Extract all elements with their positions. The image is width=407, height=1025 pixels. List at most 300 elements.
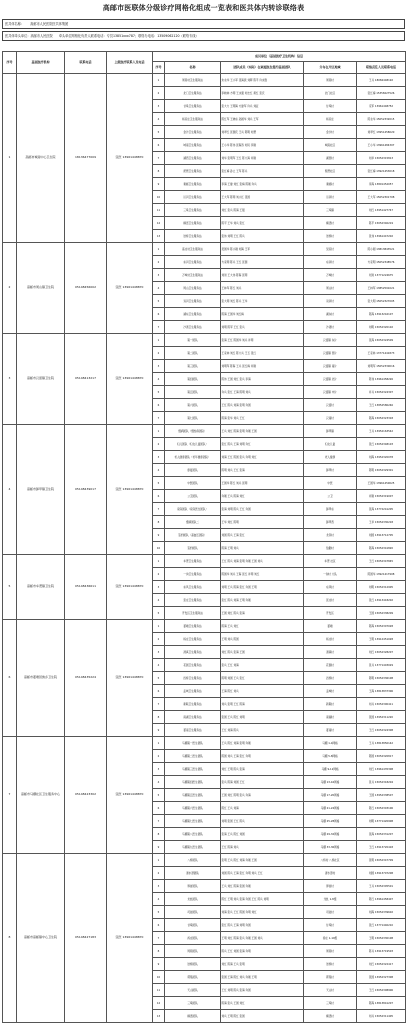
row-name: 八桥团队 xyxy=(165,854,221,867)
row-name: 三垛团队 xyxy=(165,997,221,1010)
row-area: 北门社区 xyxy=(304,87,357,100)
row-name: 马棚第二医生团队 xyxy=(165,750,221,763)
row-contact: 刘红 13951427747 xyxy=(357,204,406,217)
row-contact: 张国 13952311220 xyxy=(357,711,406,724)
row-area: 横泾村 xyxy=(304,1010,357,1023)
row-contact: 陈明 15052336108 xyxy=(357,672,406,685)
row-area: 运河村 xyxy=(304,191,357,204)
row-name: 菱塘卫生服务站 xyxy=(165,620,221,633)
row-team: 刘红 陈海 王兵 张明 xyxy=(221,958,304,971)
row-no: 4 xyxy=(153,464,165,477)
row-no: 2 xyxy=(153,867,165,880)
row-team: 许刚 王兵 陈海 刘红 xyxy=(221,490,304,503)
row-contact: 刘明 15052312905 xyxy=(357,581,406,594)
row-name: 马棚第四医生团队 xyxy=(165,776,221,789)
row-team: 王兵 刘红 陈海 张国 许刚 xyxy=(221,880,304,893)
table-row xyxy=(3,620,406,633)
row-name: 东河卫生服务站 xyxy=(165,256,221,269)
row-area: 界首村 xyxy=(304,880,357,893)
row-name: 公卫团队 xyxy=(165,490,221,503)
row-no: 4 xyxy=(153,373,165,386)
row-area: 汉留镇 北片 xyxy=(304,373,357,386)
row-contact: 陈海 15052341820 xyxy=(357,542,406,555)
row-no: 10 xyxy=(153,542,165,555)
header-no: 序号 xyxy=(3,52,17,74)
row-area: 横泾村 xyxy=(304,217,357,230)
row-area: 马棚 21-24网格 xyxy=(304,802,357,815)
row-area: 沙湾村 xyxy=(304,321,357,334)
table-row xyxy=(3,555,406,568)
row-name: 送桥团队 xyxy=(165,958,221,971)
row-area: 清水潭村 xyxy=(304,867,357,880)
row-name: 马棚第八医生团队 xyxy=(165,828,221,841)
row-name: 清水潭团队 xyxy=(165,867,221,880)
row-no: 6 xyxy=(153,685,165,698)
row-contact: 刘进 13771224675 xyxy=(357,269,406,282)
group-center: 高邮市高邮镇中心卫生院 xyxy=(17,854,65,1023)
row-area: 吴家村 xyxy=(304,243,357,256)
row-area: 马棚 13-16网格 xyxy=(304,776,357,789)
row-no: 12 xyxy=(153,217,165,230)
row-contact: 陈红 15052303106 xyxy=(357,802,406,815)
row-contact: 张大明 15052327005 xyxy=(357,295,406,308)
row-team: 王华 刘红 陈明 xyxy=(221,516,304,529)
row-name: 周山卫生服务站 xyxy=(165,282,221,295)
row-no: 6 xyxy=(153,490,165,503)
group-no: 8 xyxy=(3,854,17,1023)
group-phone: 18136477009 xyxy=(65,74,107,243)
row-team: 刘海 张兵 王红 陈国 许明 刘红 xyxy=(221,906,304,919)
row-contact: 王林军 13852591021 xyxy=(357,282,406,295)
row-no: 8 xyxy=(153,711,165,724)
row-area: 城南社区 xyxy=(304,139,357,152)
row-no: 7 xyxy=(153,815,165,828)
row-no: 2 xyxy=(153,438,165,451)
row-no: 9 xyxy=(153,724,165,737)
row-team: 刘兵 王明 陈红 张国 xyxy=(221,1010,304,1023)
row-name: 四桥卫生服务站 xyxy=(165,672,221,685)
row-name: 东风卫生服务站 xyxy=(165,581,221,594)
lead-label: 医共体牵头单位：高邮市人民医院 xyxy=(5,34,53,38)
group-center: 高邮市马棚社区卫生服务中心 xyxy=(17,737,65,854)
row-no: 3 xyxy=(153,360,165,373)
group-center: 高邮市车逻镇卫生院 xyxy=(17,555,65,620)
row-team: 陈伟 王国 刘红 张兵 李海 xyxy=(221,373,304,386)
row-no: 8 xyxy=(153,945,165,958)
row-area: 马棚 1-4网格 xyxy=(304,737,357,750)
row-area: 司徒村 xyxy=(304,906,357,919)
row-name: 横泾团队 xyxy=(165,1010,221,1023)
row-contact: 陈小刚 13813843521 xyxy=(357,243,406,256)
row-contact: 王兵 18084448192 xyxy=(357,74,406,87)
row-contact: 陈国华 13921417908 xyxy=(357,568,406,581)
row-no: 2 xyxy=(153,568,165,581)
row-team: 刘国 陈兵 王海 张红 xyxy=(221,529,304,542)
row-no: 3 xyxy=(153,100,165,113)
row-no: 1 xyxy=(153,737,165,750)
row-name: 中医团队 xyxy=(165,477,221,490)
row-team: 刘明军 陈海 王兵 张红梅 许刚 xyxy=(221,360,304,373)
group-upper: 张医 13961448870 xyxy=(107,334,153,425)
row-team: 张国 王兵 陈红 刘明 xyxy=(221,711,304,724)
row-contact: 王兵 15052305501 xyxy=(357,880,406,893)
row-no: 1 xyxy=(153,243,165,256)
row-area: 万城村 xyxy=(304,269,357,282)
row-no: 3 xyxy=(153,451,165,464)
row-area: 湖西村 xyxy=(304,152,357,165)
row-area: 四桥村 xyxy=(304,672,357,685)
row-contact: 李海 13801452057 xyxy=(357,178,406,191)
group-center: 高邮市周山镇卫生院 xyxy=(17,243,65,334)
row-no: 5 xyxy=(153,607,165,620)
row-area: 金沙村 xyxy=(304,126,357,139)
row-no: 13 xyxy=(153,1010,165,1023)
page-title: 高邮市医联体分级诊疗网格化组成一览表和医共体内转诊联络表 xyxy=(102,4,305,12)
row-team: 王海 陈红 刘兵 xyxy=(221,685,304,698)
row-area: 马棚 9-12网格 xyxy=(304,763,357,776)
group-upper: 张医 13961448870 xyxy=(107,620,153,737)
row-team: 刘明 陈军 王红 张兵 xyxy=(221,321,304,334)
table-row xyxy=(3,334,406,347)
row-contact: 张国 13952327308 xyxy=(357,971,406,984)
row-name: 新联卫生服务站 xyxy=(165,698,221,711)
row-team: 王林军 陈红 刘兵 xyxy=(221,282,304,295)
row-area: 卸甲西 xyxy=(304,516,357,529)
row-area: 马棚 33-36网格 xyxy=(304,841,357,854)
row-name: 天山团队 xyxy=(165,984,221,997)
row-name: 周巷村卫生服务站 xyxy=(165,74,221,87)
row-team: 张兵 王红 刘海 xyxy=(221,659,304,672)
row-area: 三垛村 xyxy=(304,997,357,1010)
row-area: 郭集村 xyxy=(304,971,357,984)
row-no: 8 xyxy=(153,828,165,841)
row-contact: 张红梅 15358227526 xyxy=(357,87,406,100)
row-team: 方家明 陈兵 王红 张国 xyxy=(221,256,304,269)
row-no: 11 xyxy=(153,204,165,217)
row-team: 张海 王兵 陈红 刘国 xyxy=(221,828,304,841)
group-phone: 05148439017 xyxy=(65,425,107,555)
row-area: 中医 xyxy=(304,477,357,490)
group-phone: 05148427183 xyxy=(65,854,107,1023)
row-team: 王明 刘红 陈海 张兵 许刚 王国 刘兵 xyxy=(221,932,304,945)
row-team: 李海 王健 刘红 张梅 陈刚 许兵 xyxy=(221,178,304,191)
row-contact: 许刚 15052319007 xyxy=(357,490,406,503)
group-upper: 张医 13961448870 xyxy=(107,425,153,555)
row-no: 1 xyxy=(153,425,165,438)
row-area: 汉南村 xyxy=(304,412,357,425)
row-name: 湖东卫生服务站 xyxy=(165,308,221,321)
row-no: 4 xyxy=(153,282,165,295)
row-no: 7 xyxy=(153,698,165,711)
row-name: 马棚第一医生团队 xyxy=(165,737,221,750)
row-area: 张庄村 xyxy=(304,594,357,607)
row-contact: 张红 15052348103 xyxy=(357,438,406,451)
row-no: 5 xyxy=(153,477,165,490)
group-no: 6 xyxy=(3,620,17,737)
row-name: 菱南卫生服务站 xyxy=(165,724,221,737)
row-area: 新联村 xyxy=(304,698,357,711)
row-area: 秦邮村 xyxy=(304,178,357,191)
group-upper: 张医 13961448870 xyxy=(107,854,153,1023)
row-contact: 王国华 13961450025 xyxy=(357,477,406,490)
group-no: 4 xyxy=(3,425,17,555)
row-contact: 王明 13912451028 xyxy=(357,633,406,646)
org-value: 高邮市人民医院医共体集团 xyxy=(30,22,69,26)
row-area: 老人健康 xyxy=(304,451,357,464)
row-no: 7 xyxy=(153,152,165,165)
row-contact: 王红 13913720418 xyxy=(357,841,406,854)
row-area: 车逻 社区 xyxy=(304,555,357,568)
row-team: 陈明 刘兵 王红 张海 xyxy=(221,464,304,477)
row-name: 万城村卫生服务站 xyxy=(165,269,221,282)
row-name: 界首团队 xyxy=(165,880,221,893)
row-name: 甘垛团队 xyxy=(165,919,221,932)
row-area: 周巷村 xyxy=(304,74,357,87)
row-area: 龙虬 1-8组 xyxy=(304,893,357,906)
row-name: 送桥卫生服务站 xyxy=(165,230,221,243)
table-row xyxy=(3,74,406,87)
row-area: 南湖村 xyxy=(304,711,357,724)
row-team: 刘海 王红 陈国 张兵 许明 刘红 xyxy=(221,451,304,464)
row-name: 第六团队 xyxy=(165,399,221,412)
row-team: 张红 陈兵 刘海 王明 许刚 xyxy=(221,594,304,607)
row-no: 11 xyxy=(153,984,165,997)
row-no: 5 xyxy=(153,295,165,308)
row-name: 北门卫生服务站 xyxy=(165,87,221,100)
header-name: 名称 xyxy=(165,62,221,74)
row-team: 王红 陈兵 刘海 张明 许刚 王国 刘兵 xyxy=(221,555,304,568)
group-center: 高邮市城南中心卫生院 xyxy=(17,74,65,243)
row-no: 4 xyxy=(153,893,165,906)
row-no: 2 xyxy=(153,633,165,646)
row-team: 张兵 陈海 刘国 王红 xyxy=(221,776,304,789)
row-contact: 刘兵 15052300411 xyxy=(357,698,406,711)
row-no: 2 xyxy=(153,256,165,269)
row-area: 汤庄 1-10组 xyxy=(304,932,357,945)
row-no: 7 xyxy=(153,321,165,334)
row-area: 天山村 xyxy=(304,984,357,997)
row-team: 陈国华 刘兵 王海 张红 许明 刘红 xyxy=(221,568,304,581)
row-team: 吴国华 陈小刚 刘海 王军 xyxy=(221,243,304,256)
row-area: 汉留镇 西片 xyxy=(304,347,357,360)
row-no: 10 xyxy=(153,191,165,204)
row-name: 琵琶卫生服务站 xyxy=(165,165,221,178)
row-area: 开发区 xyxy=(304,607,357,620)
row-area: 马棚 25-28网格 xyxy=(304,815,357,828)
row-contact: 陈海 15052323318 xyxy=(357,412,406,425)
row-name: 三垛卫生服务站 xyxy=(165,204,221,217)
header-area: 分布在片区地域 xyxy=(304,62,357,74)
row-area: 妇女儿童 xyxy=(304,438,357,451)
row-name: 开发区卫生服务站 xyxy=(165,607,221,620)
row-area: 马棚 17-20网格 xyxy=(304,789,357,802)
group-no: 2 xyxy=(3,243,17,334)
group-no: 1 xyxy=(3,74,17,243)
row-name: 清真卫生服务站 xyxy=(165,646,221,659)
row-team: 王大军 陈明 刘小红 张国 xyxy=(221,191,304,204)
row-team: 刘红 王明 陈兵 张海 xyxy=(221,763,304,776)
row-no: 8 xyxy=(153,165,165,178)
row-contact: 张明 15052347709 xyxy=(357,854,406,867)
row-name: 康复团队 xyxy=(165,464,221,477)
row-contact: 刘海 15052339602 xyxy=(357,906,406,919)
table-row xyxy=(3,854,406,867)
row-name: 盂城卫生服务站 xyxy=(165,685,221,698)
row-contact: 王兵 13813850142 xyxy=(357,737,406,750)
row-team: 陈红 王明 刘兵 张海 许国 王红 陈兵 刘明 xyxy=(221,893,304,906)
row-no: 3 xyxy=(153,581,165,594)
row-area: 送桥村 xyxy=(304,958,357,971)
header-members: 成员单位（基层医疗卫生机构）信息 xyxy=(153,52,406,62)
row-contact: 陈伟 13961458226 xyxy=(357,373,406,386)
row-name: 老人健康团队（老年健康团队） xyxy=(165,451,221,464)
header-contact: 联络责任人及联系电话 xyxy=(357,62,406,74)
row-no: 1 xyxy=(153,555,165,568)
row-team: 王国 刘红 陈明 张兵 许海 xyxy=(221,789,304,802)
row-name: 第五团队 xyxy=(165,386,221,399)
group-no: 5 xyxy=(3,555,17,620)
row-team: 张红 陈兵 王海 刘明 许红 xyxy=(221,438,304,451)
row-team: 王明 刘兵 陈国 xyxy=(221,633,304,646)
row-name: 家庭团队（家庭医生团队） xyxy=(165,503,221,516)
row-name: 运河卫生服务站 xyxy=(165,191,221,204)
row-contact: 刘红 13961435308 xyxy=(357,763,406,776)
row-team: 陈兵 王红 刘国 张海 许明 xyxy=(221,945,304,958)
row-contact: 王红 15052308906 xyxy=(357,984,406,997)
row-contact: 张海 15052324509 xyxy=(357,334,406,347)
row-contact: 陈平 15052340219 xyxy=(357,217,406,230)
row-no: 10 xyxy=(153,971,165,984)
row-no: 3 xyxy=(153,269,165,282)
row-contact: 王国 15052338209 xyxy=(357,607,406,620)
row-contact: 陈明 15052329301 xyxy=(357,464,406,477)
row-no: 2 xyxy=(153,750,165,763)
row-team: 陈海 王国华 刘红梅 xyxy=(221,308,304,321)
row-team: 陈国 刘兵 王海 张红 许明 xyxy=(221,750,304,763)
row-contact: 王国 13952338507 xyxy=(357,789,406,802)
row-contact: 刘华 15052315813 xyxy=(357,152,406,165)
row-team: 陈平 王华 刘兵 张红 xyxy=(221,217,304,230)
row-no: 1 xyxy=(153,74,165,87)
row-team: 陈海 王兵 刘红 xyxy=(221,620,304,633)
referral-table xyxy=(2,51,406,1023)
group-center: 高邮市卸甲镇卫生院 xyxy=(17,425,65,555)
row-name: 慢病团队二 xyxy=(165,516,221,529)
group-upper: 张医 13961448870 xyxy=(107,74,153,243)
row-contact: 陈海 13813841207 xyxy=(357,997,406,1010)
row-contact: 张红梅 13921453018 xyxy=(357,165,406,178)
row-team: 陈红 王兵 刘海 xyxy=(221,802,304,815)
row-team: 陈海 张华 刘兵 王红 xyxy=(221,412,304,425)
row-area: 汉留镇 南片 xyxy=(304,360,357,373)
header-sub-no: 序号 xyxy=(153,62,165,74)
row-team: 王红 陈兵 刘海 张明 许国 xyxy=(221,399,304,412)
row-area: 八桥村 八桥社区 xyxy=(304,854,357,867)
group-no: 7 xyxy=(3,737,17,854)
row-no: 12 xyxy=(153,997,165,1010)
row-area: 甘垛村 xyxy=(304,100,357,113)
row-name: 马棚第九医生团队 xyxy=(165,841,221,854)
row-area: 清真村 xyxy=(304,646,357,659)
row-contact: 王红 13852580246 xyxy=(357,399,406,412)
row-area: 公卫 xyxy=(304,490,357,503)
row-name: 马棚第六医生团队 xyxy=(165,802,221,815)
row-no: 5 xyxy=(153,906,165,919)
row-contact: 刘国 13913712705 xyxy=(357,529,406,542)
row-team: 张国 王海 陈红 刘兵 许刚 王明 xyxy=(221,971,304,984)
row-no: 2 xyxy=(153,87,165,100)
group-center: 高邮市汉留镇卫生院 xyxy=(17,334,65,425)
group-upper: 张医 13961448870 xyxy=(107,555,153,620)
row-contact: 张兵 13771403029 xyxy=(357,659,406,672)
row-no: 9 xyxy=(153,958,165,971)
row-team: 陈明 刘国 王兵 张红 xyxy=(221,672,304,685)
row-contact: 方家明 15052348576 xyxy=(357,256,406,269)
row-team: 朱永华 王小军 张海滨 刘辉 陈平 许永胜 xyxy=(221,74,304,87)
row-name: 司徒团队 xyxy=(165,906,221,919)
row-name: 周巷团队 xyxy=(165,945,221,958)
row-contact: 王红 15052347845 xyxy=(357,555,406,568)
row-no: 6 xyxy=(153,308,165,321)
row-team: 王兵 陈红 刘海 张明 许刚 xyxy=(221,737,304,750)
row-name: 南湖卫生服务站 xyxy=(165,711,221,724)
row-contact: 王大军 15052301708 xyxy=(357,191,406,204)
row-team: 陈红军 王晓东 孙国华 刘兵 王军 xyxy=(221,113,304,126)
row-name: 签约团队（高血压团队） xyxy=(165,529,221,542)
row-name: 郭集团队 xyxy=(165,971,221,984)
row-contact: 宋军 13961448752 xyxy=(357,100,406,113)
row-contact: 刘明 15052320102 xyxy=(357,321,406,334)
row-name: 汤庄团队 xyxy=(165,932,221,945)
row-no: 6 xyxy=(153,139,165,152)
row-no: 8 xyxy=(153,516,165,529)
table-body xyxy=(3,74,406,1023)
row-no: 5 xyxy=(153,672,165,685)
org-label: 医共体名称： xyxy=(5,22,25,26)
row-contact: 张红 13771440210 xyxy=(357,919,406,932)
row-name: 马棚第五医生团队 xyxy=(165,789,221,802)
row-area: 花园村 xyxy=(304,659,357,672)
row-team: 张红 陈兵 王海 刘明 许国 xyxy=(221,919,304,932)
row-name: 湖西卫生服务站 xyxy=(165,152,221,165)
row-contact: 张伟 13961447202 xyxy=(357,230,406,243)
info-line-lead xyxy=(2,31,405,41)
row-area: 东河村 xyxy=(304,256,357,269)
row-team: 王红 陈海 刘兵 xyxy=(221,841,304,854)
header-phone: 联系电话 xyxy=(65,52,107,74)
row-area: 卸甲东 xyxy=(304,503,357,516)
row-contact: 张兵 15052318204 xyxy=(357,776,406,789)
row-name: 金沙卫生服务站 xyxy=(165,126,221,139)
row-contact: 刘国 13913707208 xyxy=(357,867,406,880)
row-team: 刘兵 张明 王红 陈海 xyxy=(221,698,304,711)
row-team: 王国华 陈红 刘兵 张明 xyxy=(221,477,304,490)
row-area: 琵琶社区 xyxy=(304,165,357,178)
row-area: 东风村 xyxy=(304,581,357,594)
row-no: 1 xyxy=(153,854,165,867)
row-no: 6 xyxy=(153,919,165,932)
row-no: 13 xyxy=(153,230,165,243)
row-name: 第七团队 xyxy=(165,412,221,425)
table-row xyxy=(3,737,406,750)
row-name: 第三团队 xyxy=(165,360,221,373)
row-area: 菱南村 xyxy=(304,724,357,737)
row-area: 汉留镇 东片 xyxy=(304,334,357,347)
row-contact: 王家林 13771441873 xyxy=(357,347,406,360)
row-no: 5 xyxy=(153,386,165,399)
row-name: 慢病团队（慢性病团队） xyxy=(165,425,221,438)
row-no: 4 xyxy=(153,659,165,672)
